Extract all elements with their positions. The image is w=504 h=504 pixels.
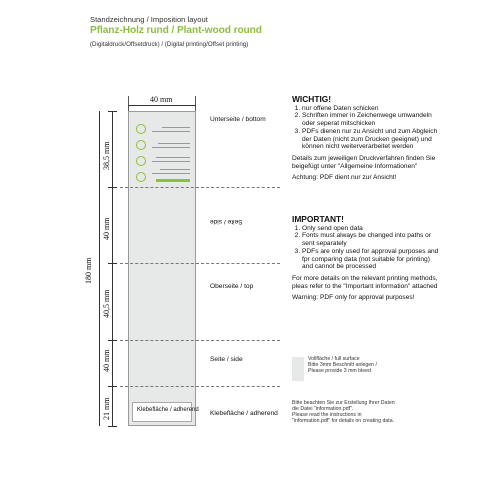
- total-height-line: [99, 111, 100, 426]
- leaf-icon: [136, 124, 146, 134]
- section-adhesive-label: Klebefläche / adherend: [210, 410, 278, 417]
- segment-tick-3: [108, 340, 117, 341]
- print-method-note: (Digitaldruck/Offsetdruck) / (Digital printing/Offset printing): [90, 41, 249, 48]
- legend-text: [308, 356, 377, 374]
- segment-label-side-2: 40 mm: [102, 349, 111, 372]
- fold-line-2: [120, 263, 280, 264]
- segment-tick-4: [108, 386, 117, 387]
- section-bottom-label: Unterseite / bottom: [210, 116, 266, 123]
- section-top-label: Oberseite / top: [210, 283, 254, 290]
- fold-line-4: [120, 386, 280, 387]
- artwork-text-line: [158, 143, 190, 144]
- fold-line-1: [120, 187, 280, 188]
- bottom-label-artwork: [132, 116, 192, 184]
- segment-tick-1: [108, 187, 117, 188]
- german-notes: [292, 96, 440, 182]
- segment-label-bottom: 38,5 mm: [102, 141, 111, 170]
- german-warning: Achtung: PDF dient nur zur Ansicht!: [292, 174, 397, 182]
- footer-line: die Datei "information.pdf".: [292, 406, 354, 412]
- artwork-text-line: [152, 147, 190, 148]
- english-heading: IMPORTANT!: [292, 214, 344, 224]
- width-dimension-line: [128, 105, 196, 106]
- artwork-text-line: [152, 161, 190, 162]
- segment-label-top: 40,5 mm: [102, 289, 111, 318]
- artwork-text-line: [160, 169, 190, 170]
- layout-subtitle: Standzeichnung / Imposition layout: [90, 15, 208, 24]
- segment-tick-2: [108, 263, 117, 264]
- english-notes: [292, 216, 440, 302]
- segment-tick-0: [108, 111, 117, 112]
- artwork-text-line: [162, 127, 190, 128]
- leaf-icon: [136, 140, 146, 150]
- section-side-label: Seite / side: [210, 356, 243, 363]
- artwork-logo-bar: [156, 179, 190, 182]
- legend-swatch: [292, 357, 304, 381]
- english-item: 2. Fonts must always be changed into paths or sent separately: [302, 232, 440, 247]
- german-item: 2. Schriften immer in Zeichenwege umwandeln oder seperat mitschicken: [302, 112, 440, 127]
- german-item: 1. nur offene Daten schicken: [302, 105, 440, 113]
- footer-line: "information.pdf" for details on creating data.: [292, 418, 395, 424]
- footer-line: Please read the instructions in: [292, 412, 362, 418]
- german-item: 3. PDFs dienen nur zu Ansicht und zum Abgleich der Daten (nicht zum Drucken geeignet) und können nicht weiterverarbeitet werden: [302, 128, 440, 151]
- segment-label-side: 40 mm: [102, 217, 111, 240]
- leaf-icon: [136, 172, 146, 182]
- legend-line: Vollfläche / full surface: [308, 356, 360, 362]
- legend-line: Please provide 3 mm bleed: [308, 368, 371, 374]
- footer-line: Bitte beachten Sie zur Erstellung Ihrer Daten: [292, 400, 395, 406]
- segment-label-adhesive: 21 mm: [102, 397, 111, 420]
- english-item: 1. Only send open data: [302, 225, 440, 233]
- leaf-icon: [136, 156, 146, 166]
- german-details: Details zum jeweiligen Druckverfahren finden Sie beigefügt unter "Allgemeine Informationen": [292, 154, 436, 170]
- product-title: Pflanz-Holz rund / Plant-wood round: [90, 25, 262, 36]
- artwork-text-line: [152, 173, 190, 174]
- adhesive-area-label: Klebefläche / adherend: [137, 407, 199, 413]
- legend-line: Bitte 3mm Beschnitt anlegen /: [308, 362, 377, 368]
- artwork-text-line: [156, 157, 190, 158]
- english-item: 3. PDFs are only used for approval purposes and fpr comparing data (not suitable for printing) and cannot be processed: [302, 248, 440, 271]
- fold-line-3: [120, 340, 280, 341]
- german-heading: WICHTIG!: [292, 94, 332, 104]
- segment-tick-5: [108, 426, 117, 427]
- footer-note: [292, 400, 395, 424]
- english-details: For more details on the relevant printing methods, pleas refer to the "Important information" attached: [292, 274, 438, 290]
- segment-dimension-line: [112, 111, 113, 426]
- total-height-label: 180 mm: [84, 257, 93, 284]
- width-dimension-label: 40 mm: [150, 95, 173, 104]
- artwork-text-line: [152, 131, 190, 132]
- section-side-label-rotated: Seite / side: [210, 218, 243, 225]
- english-warning: Warning: PDF only for approval purposes!: [292, 294, 415, 302]
